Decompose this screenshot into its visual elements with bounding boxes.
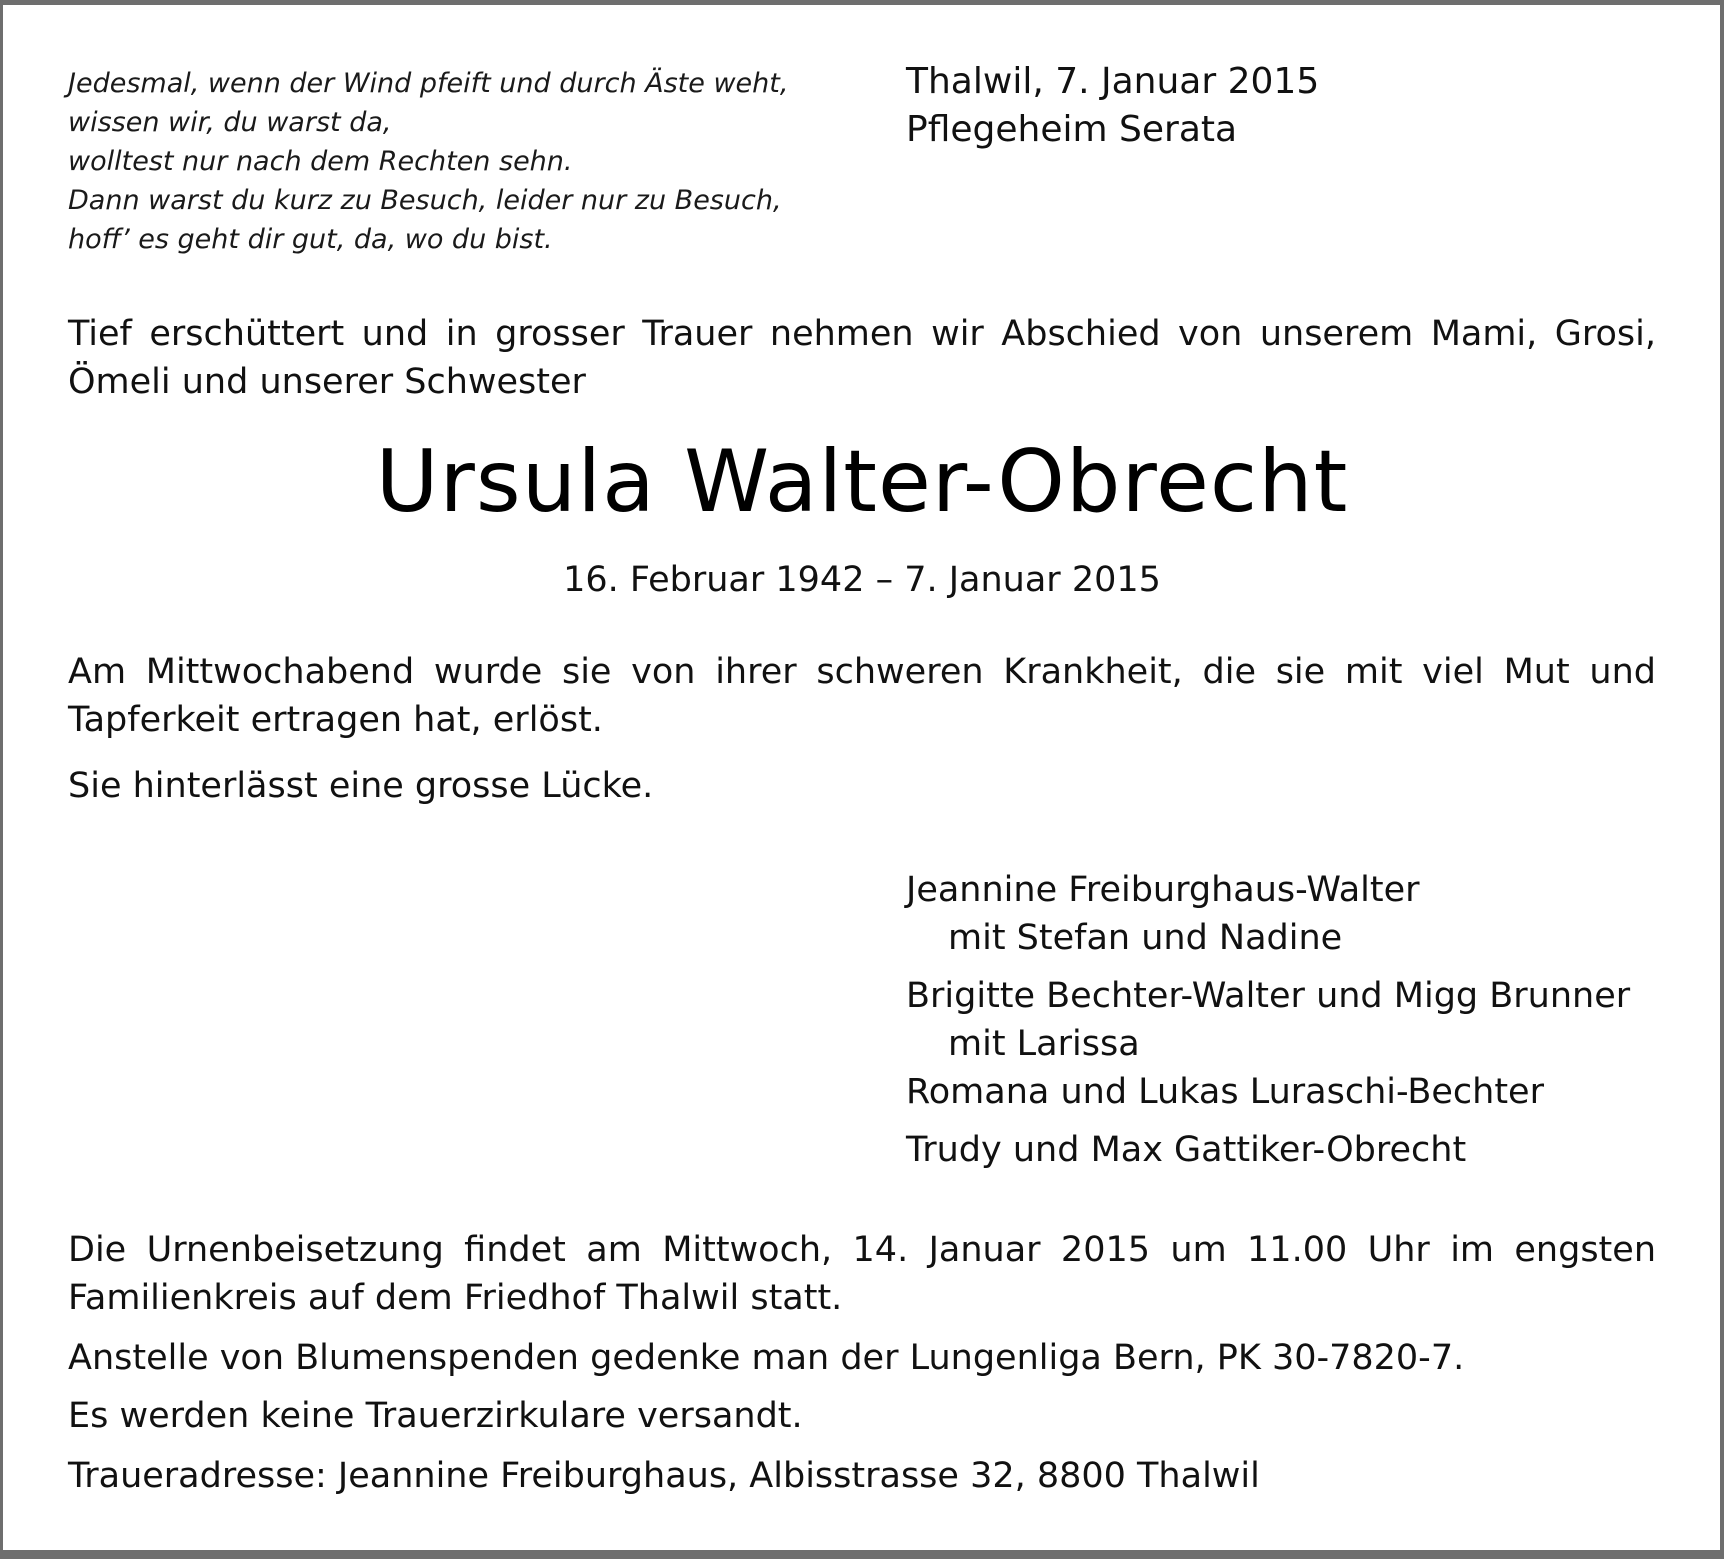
donation-notice: Anstelle von Blumenspenden gedenke man der Lungenliga Bern, PK 30-7820-7. xyxy=(68,1338,1465,1378)
verse-line: wolltest nur nach dem Rechten sehn. xyxy=(68,146,573,177)
verse-line: Jedesmal, wenn der Wind pfeift und durch Äste weht, xyxy=(68,68,789,99)
place-name: Pflegeheim Serata xyxy=(906,109,1238,150)
verse-line: Dann warst du kurz zu Besuch, leider nur zu Besuch, xyxy=(68,185,782,216)
mourning-address: Traueradresse: Jeannine Freiburghaus, Albisstrasse 32, 8800 Thalwil xyxy=(68,1456,1260,1496)
mourner-name: Romana und Lukas Luraschi-Bechter xyxy=(906,1072,1544,1112)
mourner-with: mit Stefan und Nadine xyxy=(948,918,1343,958)
mourner-name: Trudy und Max Gattiker-Obrecht xyxy=(906,1130,1467,1170)
mourner-name: Jeannine Freiburghaus-Walter xyxy=(906,870,1420,910)
deceased-name: Ursula Walter-Obrecht xyxy=(375,432,1349,532)
verse-line: hoff’ es geht dir gut, da, wo du bist. xyxy=(68,224,553,255)
burial-notice: Die Urnenbeisetzung findet am Mittwoch, 14. Januar 2015 um 11.00 Uhr im engsten Familienkreis auf dem Friedhof Thalwil statt. xyxy=(68,1230,1656,1318)
passing-paragraph: Am Mittwochabend wurde sie von ihrer schweren Krankheit, die sie mit viel Mut und Tapferkeit ertragen hat, erlöst. xyxy=(68,652,1656,740)
place-and-date xyxy=(906,58,1319,154)
mourner-name: Brigitte Bechter-Walter und Migg Brunner xyxy=(906,976,1631,1016)
place-date: Thalwil, 7. Januar 2015 xyxy=(906,61,1320,102)
verse-line: wissen wir, du warst da, xyxy=(68,107,392,138)
loss-paragraph: Sie hinterlässt eine grosse Lücke. xyxy=(68,766,654,806)
memorial-verse xyxy=(68,64,888,259)
circular-notice: Es werden keine Trauerzirkulare versandt. xyxy=(68,1396,803,1436)
mourner-with: mit Larissa xyxy=(948,1024,1140,1064)
life-dates: 16. Februar 1942 – 7. Januar 2015 xyxy=(563,560,1161,600)
mourners-list xyxy=(906,866,1630,1174)
intro-text: Tief erschüttert und in grosser Trauer nehmen wir Abschied von unserem Mami, Grosi, Ömeli und unserer Schwester xyxy=(68,314,1656,402)
